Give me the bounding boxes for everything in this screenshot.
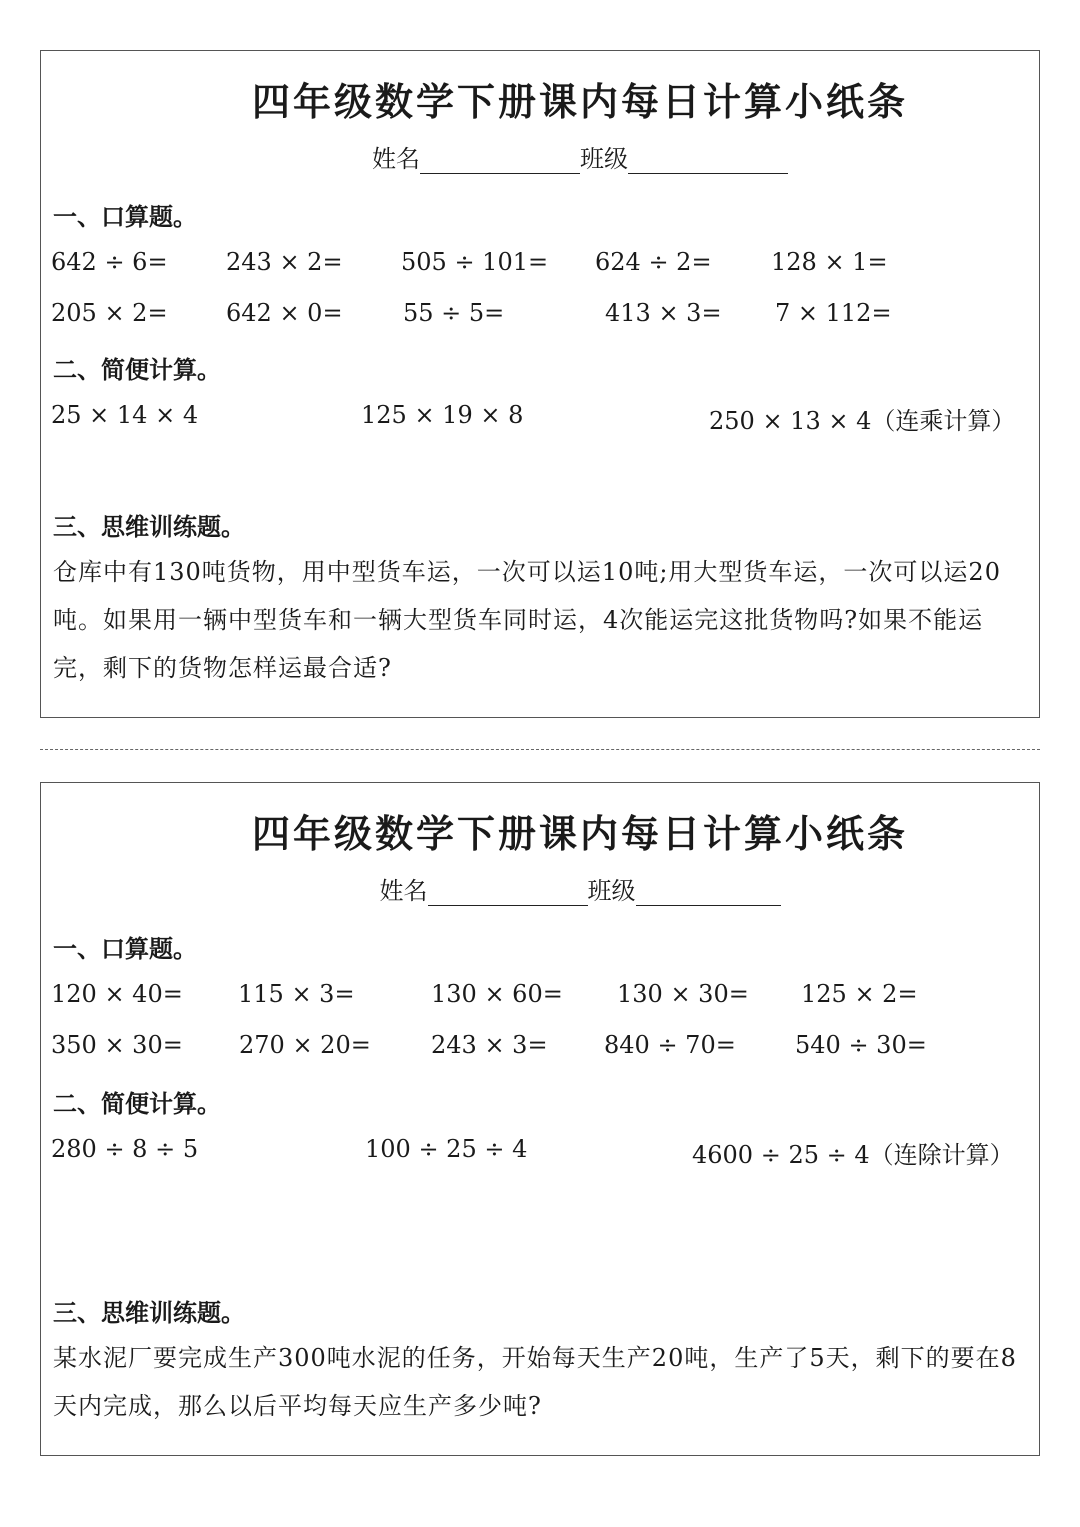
oral-item: 413 × 3= xyxy=(605,299,722,327)
section-simple-title: 二、简便计算。 xyxy=(53,355,221,384)
class-label: 班级 xyxy=(580,145,628,173)
oral-item: 243 × 3= xyxy=(431,1031,548,1059)
worksheet-title: 四年级数学下册课内每日计算小纸条 xyxy=(251,811,908,856)
oral-item: 128 × 1= xyxy=(771,248,888,276)
oral-item: 642 ÷ 6= xyxy=(51,248,168,276)
oral-item: 7 × 112= xyxy=(775,299,892,327)
class-blank[interactable] xyxy=(628,147,788,174)
oral-item: 115 × 3= xyxy=(238,980,355,1008)
oral-item: 540 ÷ 30= xyxy=(795,1031,927,1059)
simple-item: 4600 ÷ 25 ÷ 4（连除计算） xyxy=(692,1141,1014,1169)
worksheet-title: 四年级数学下册课内每日计算小纸条 xyxy=(251,79,908,124)
section-thinking-title: 三、思维训练题。 xyxy=(53,1298,245,1327)
oral-item: 505 ÷ 101= xyxy=(401,248,549,276)
section-simple-title: 二、简便计算。 xyxy=(53,1089,221,1118)
class-blank[interactable] xyxy=(636,879,781,906)
cut-line xyxy=(40,749,1040,750)
oral-item: 125 × 2= xyxy=(801,980,918,1008)
oral-item: 840 ÷ 70= xyxy=(604,1031,736,1059)
section-thinking-title: 三、思维训练题。 xyxy=(53,512,245,541)
section-oral-title: 一、口算题。 xyxy=(53,202,197,231)
oral-item: 130 × 30= xyxy=(617,980,749,1008)
word-problem: 某水泥厂要完成生产300吨水泥的任务，开始每天生产20吨，生产了5天，剩下的要在8天内完成，那么以后平均每天应生产多少吨? xyxy=(53,1344,1017,1420)
simple-item: 100 ÷ 25 ÷ 4 xyxy=(365,1135,528,1163)
oral-item: 350 × 30= xyxy=(51,1031,183,1059)
oral-item: 205 × 2= xyxy=(51,299,168,327)
name-blank[interactable] xyxy=(420,147,580,174)
oral-item: 55 ÷ 5= xyxy=(403,299,505,327)
simple-item: 25 × 14 × 4 xyxy=(51,401,199,429)
name-label: 姓名 xyxy=(379,877,428,905)
simple-item: 250 × 13 × 4（连乘计算） xyxy=(709,407,1016,435)
class-label: 班级 xyxy=(587,877,636,905)
worksheet-card-2 xyxy=(40,782,1040,1456)
name-class-line xyxy=(41,871,1039,906)
name-blank[interactable] xyxy=(428,879,588,906)
word-problem: 仓库中有130吨货物，用中型货车运，一次可以运10吨;用大型货车运，一次可以运20吨。如果用一辆中型货车和一辆大型货车同时运，4次能运完这批货物吗?如果不能运完，剩下的货物怎样运最合适? xyxy=(53,558,1001,682)
name-label: 姓名 xyxy=(372,145,420,173)
simple-item: 125 × 19 × 8 xyxy=(361,401,524,429)
oral-item: 130 × 60= xyxy=(431,980,563,1008)
oral-item: 270 × 20= xyxy=(239,1031,371,1059)
oral-item: 243 × 2= xyxy=(226,248,343,276)
oral-item: 120 × 40= xyxy=(51,980,183,1008)
oral-item: 624 ÷ 2= xyxy=(595,248,712,276)
section-oral-title: 一、口算题。 xyxy=(53,934,197,963)
name-class-line xyxy=(41,139,1039,174)
oral-item: 642 × 0= xyxy=(226,299,343,327)
simple-item: 280 ÷ 8 ÷ 5 xyxy=(51,1135,199,1163)
worksheet-card-1 xyxy=(40,50,1040,718)
